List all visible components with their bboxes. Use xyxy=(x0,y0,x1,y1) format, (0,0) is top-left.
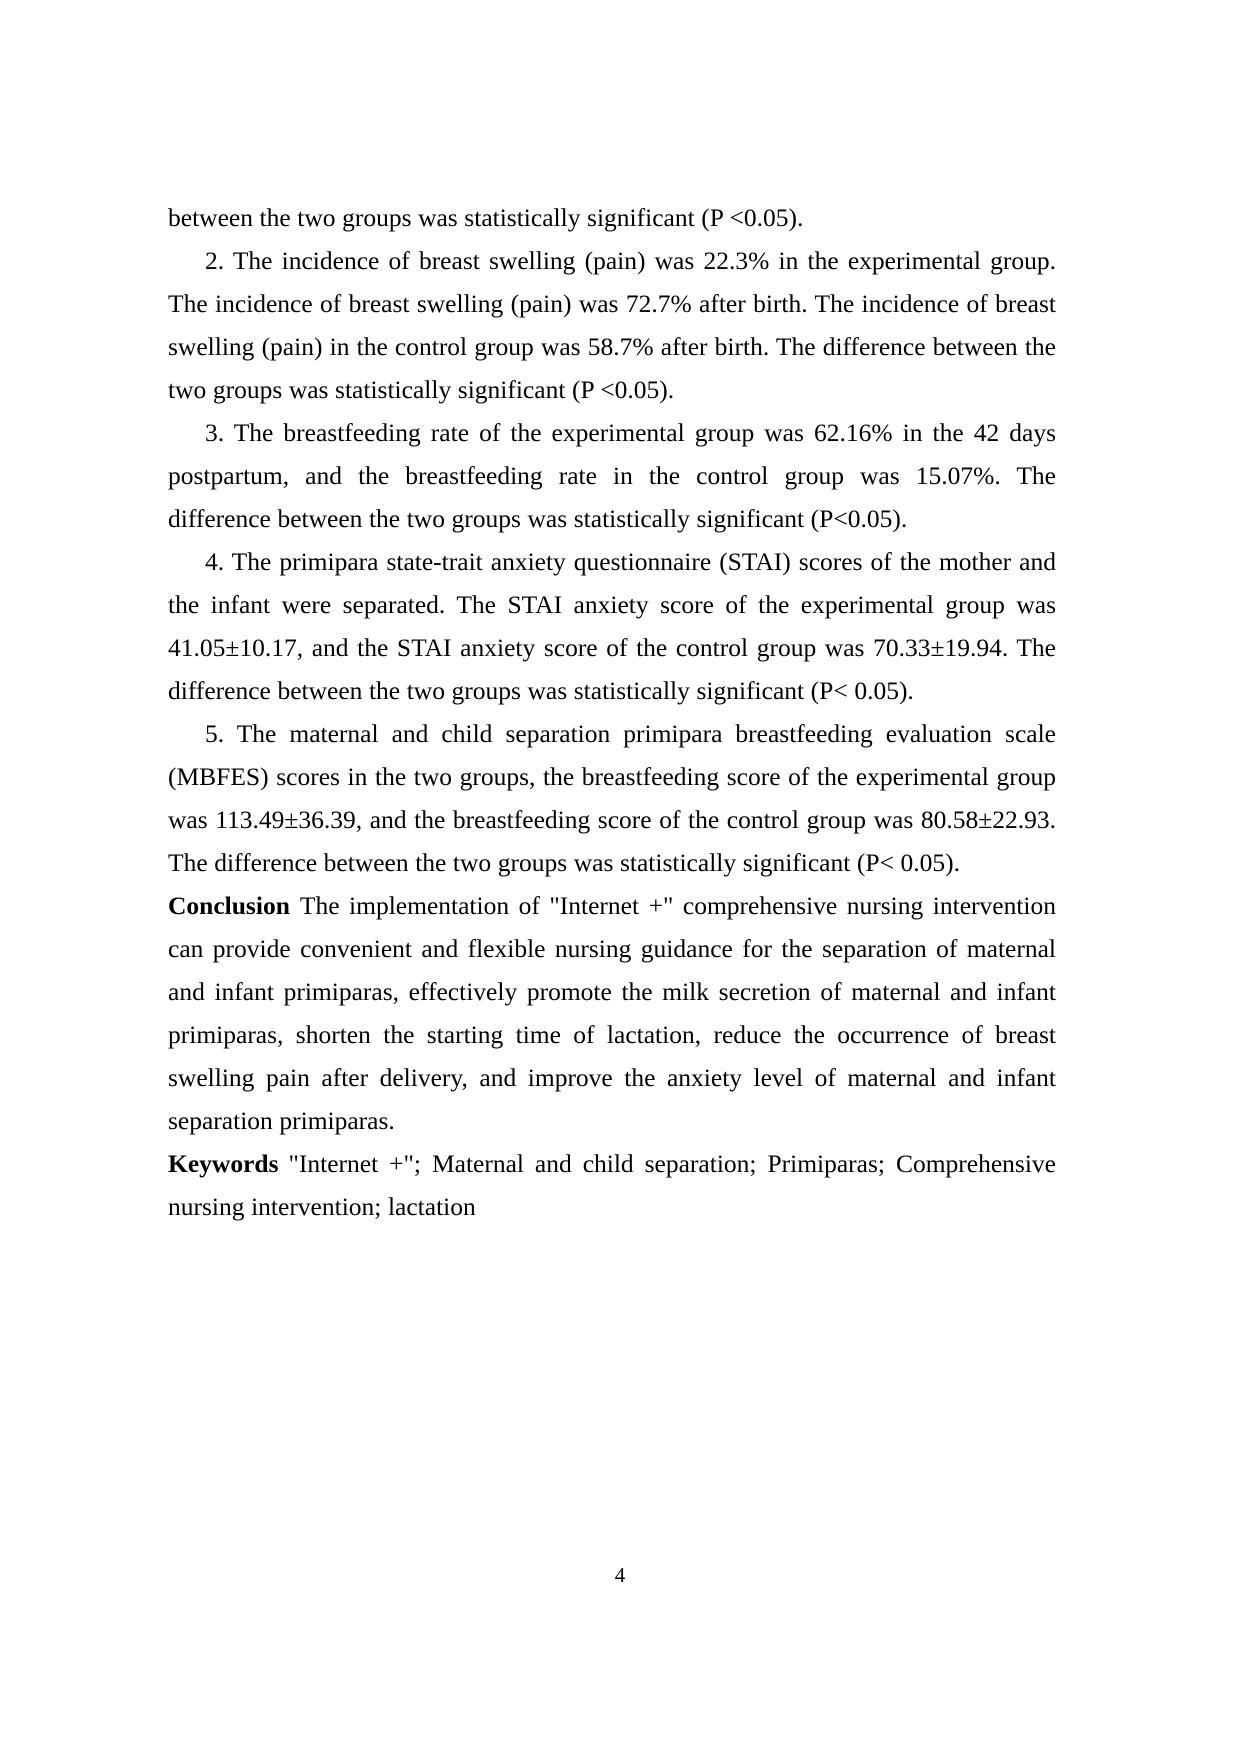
keywords-label: Keywords xyxy=(168,1149,279,1178)
keywords-paragraph xyxy=(168,1142,1056,1228)
keywords-body: "Internet +"; Maternal and child separation; Primiparas; Comprehensive nursing intervention; lactation xyxy=(168,1149,1056,1221)
finding-item-2: 2. The incidence of breast swelling (pain) was 22.3% in the experimental group. The incidence of breast swelling (pain) was 72.7% after birth. The incidence of breast swelling (pain) in the control group was 58.7% after birth. The difference between the two groups was statistically significant (P <0.05). xyxy=(168,246,1056,404)
finding-item-3: 3. The breastfeeding rate of the experimental group was 62.16% in the 42 days postpartum, and the breastfeeding rate in the control group was 15.07%. The difference between the two groups was statistically significant (P<0.05). xyxy=(168,418,1056,533)
conclusion-label: Conclusion xyxy=(168,891,290,920)
conclusion-paragraph xyxy=(168,884,1056,1142)
page-body-text-block xyxy=(168,196,1056,1228)
finding-item-5: 5. The maternal and child separation primipara breastfeeding evaluation scale (MBFES) scores in the two groups, the breastfeeding score of the experimental group was 113.49±36.39, and the breastfeeding score of the control group was 80.58±22.93. The difference between the two groups was statistically significant (P< 0.05). xyxy=(168,719,1056,877)
conclusion-body: The implementation of "Internet +" comprehensive nursing intervention can provide convenient and flexible nursing guidance for the separation of maternal and infant primiparas, effectively promote the milk secretion of maternal and infant primiparas, shorten the starting time of lactation, reduce the occurrence of breast swelling pain after delivery, and improve the anxiety level of maternal and infant separation primiparas. xyxy=(168,891,1056,1135)
page-number-footer: 4 xyxy=(614,1563,626,1587)
paragraph-continuation: between the two groups was statistically significant (P <0.05). xyxy=(168,203,804,232)
finding-item-4: 4. The primipara state-trait anxiety questionnaire (STAI) scores of the mother and the infant were separated. The STAI anxiety score of the experimental group was 41.05±10.17, and the STAI anxiety score of the control group was 70.33±19.94. The difference between the two groups was statistically significant (P< 0.05). xyxy=(168,547,1056,705)
